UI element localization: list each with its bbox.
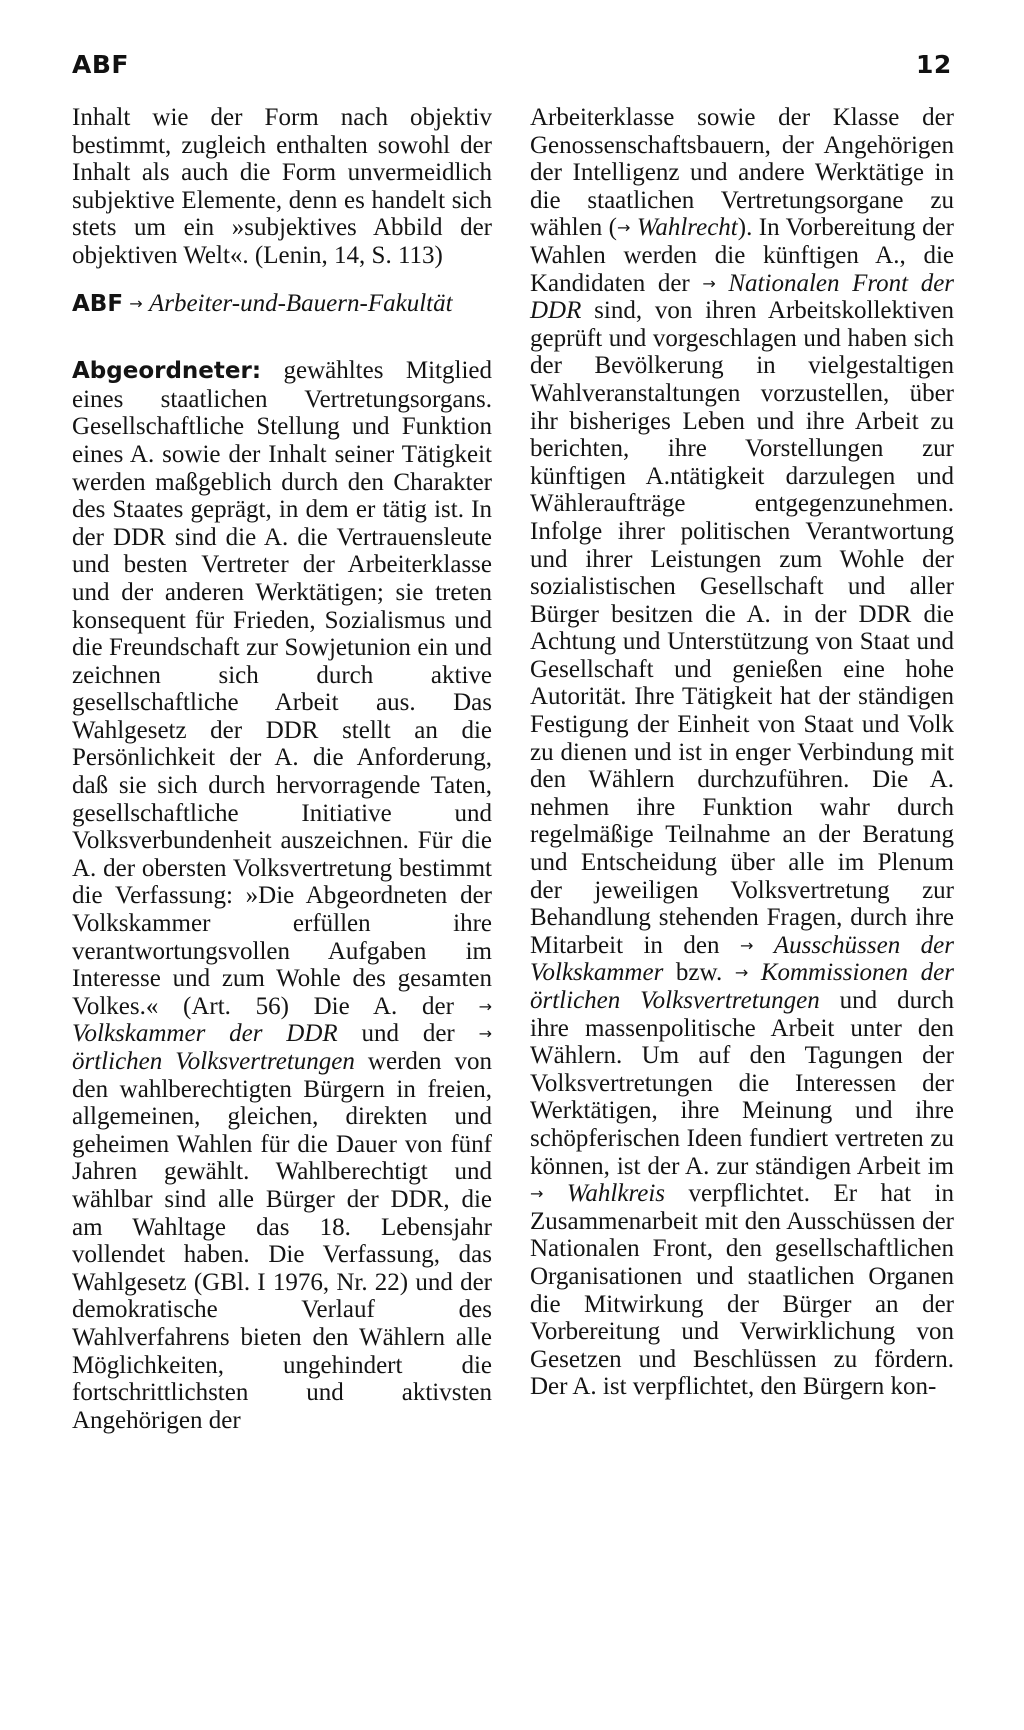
entry-text: bzw. <box>663 959 735 987</box>
left-column <box>72 104 492 1434</box>
cross-reference-arrow-icon: → <box>734 963 749 983</box>
entry-text: und der <box>337 1020 479 1048</box>
cross-reference: Wahlrecht <box>636 214 738 242</box>
cross-reference-arrow-icon: → <box>478 1024 492 1044</box>
continuation-paragraph: Inhalt wie der Form nach objektiv bestimmt, zugleich enthalten sowohl der Inhalt als auch die Form unvermeidlich subjektive Elemente, denn es handelt sich stets um ein »subjektives Abbild der objektiven Welt«. (Lenin, 14, S. 113) <box>72 104 492 269</box>
entry-text: verpflichtet. Er hat in Zusammenarbeit mit den Ausschüssen der Nationalen Front, den gesellschaftlichen Organisationen und staatlichen Organen die Mitwirkung der Bürger an der Vorbereitung und Verwirklichung von Gesetzen und Beschlüssen zu fördern. Der A. ist verpflichtet, den Bürgern kon- <box>530 1180 955 1401</box>
entry-text: Arbeiterklasse sowie der Klasse der Genossenschaftsbauern, der Angehörigen der Intelligenz und andere Werktätige in die staatlichen Vertretungsorgane zu wählen ( <box>530 104 954 242</box>
entry-text: sind, von ihren Arbeitskollektiven geprüft und vorgeschlagen und haben sich der Bevölkerung in vielgestaltigen Wahlveranstaltungen vorzustellen, über ihr bisheriges Leben und ihre Arbeit zu berichten, ihre Vorstellungen zur künftigen A.ntätigkeit darzulegen und Wähleraufträge entgegenzunehmen. Infolge ihrer politischen Verantwortung und ihrer Leistungen zum Wohle der sozialistischen Gesellschaft und aller Bürger besitzen die A. in der DDR die Achtung und Unterstützung von Staat und Gesellschaft und genießen eine hohe Autorität. Ihre Tätigkeit hat der ständigen Festigung der Einheit von Staat und Volk zu dienen und ist in enger Verbindung mit den Wählern durchzuführen. Die A. nehmen ihre Funktion wahr durch regelmäßige Teilnahme an der Beratung und Entscheidung über alle im Plenum der jeweiligen Volksvertretung zur Behandlung stehenden Fragen, durch ihre Mitarbeit in den <box>530 297 954 959</box>
right-column <box>530 104 954 1401</box>
cross-reference-arrow-icon: → <box>702 273 716 293</box>
running-head-term: ABF <box>72 50 129 79</box>
cross-reference-arrow-icon: → <box>478 996 492 1016</box>
cross-reference: Kommissionen der örtlichen Volksvertretungen <box>530 959 954 1014</box>
page-number: 12 <box>916 50 952 79</box>
cross-reference-arrow-icon: → <box>616 218 631 238</box>
entry-text: ). In Vorbereitung der Wahlen werden die künftigen A., die Kandidaten der <box>530 214 955 297</box>
cross-reference: Arbeiter-und-Bauern-Fakultät <box>148 289 453 317</box>
cross-reference: Ausschüssen der Volkskammer <box>530 931 954 987</box>
entry-abf <box>72 290 492 319</box>
cross-reference: Nationalen Front der DDR <box>530 269 955 325</box>
entry-text: werden von den wahlberechtigten Bürgern in freien, allgemeinen, gleichen, direkten und geheimen Wahlen für die Dauer von fünf Jahren gewählt. Wahlberechtigt und wählbar sind alle Bürger der DDR, die am Wahltage das 18. Lebensjahr vollendet haben. Die Verfassung, das Wahlgesetz (GBl. I 1976, Nr. 22) und der demokratische Verlauf des Wahlverfahrens bieten den Wählern alle Möglichkeiten, ungehindert die fortschrittlichsten und aktivsten Angehörigen der <box>72 1048 492 1434</box>
entry-abgeordneter <box>72 357 492 1434</box>
cross-reference: Volkskammer der DDR <box>72 1020 338 1048</box>
entry-continuation <box>530 104 954 1401</box>
entry-term: ABF <box>72 290 124 317</box>
cross-reference-arrow-icon: → <box>530 1184 544 1204</box>
entry-term: Abgeordneter: <box>72 358 262 385</box>
cross-reference-arrow-icon: → <box>739 935 754 955</box>
cross-reference: örtlichen Volksvertretungen <box>72 1048 355 1075</box>
cross-reference: Wahlkreis <box>566 1180 666 1208</box>
entry-text: gewähltes Mitglied eines staatlichen Vertretungsorgans. Gesellschaftliche Stellung und Funktion eines A. sowie der Inhalt seiner Tätigkeit werden maßgeblich durch den Charakter des Staates geprägt, in dem er tätig ist. In der DDR sind die A. die Vertrauensleute und besten Vertreter der Arbeiterklasse und der anderen Werktätigen; sie treten konsequent für Frieden, Sozialismus und die Freundschaft zur Sowjetunion ein und zeichnen sich durch aktive gesellschaftliche Arbeit aus. Das Wahlgesetz der DDR stellt an die Persönlichkeit der A. die Anforderung, daß sie sich durch hervorragende Taten, gesellschaftliche Initiative und Volksverbundenheit auszeichnen. Für die A. der obersten Volksvertretung bestimmt die Verfassung: »Die Abgeordneten der Volkskammer erfüllen ihre verantwortungsvollen Aufgaben im Interesse und zum Wohle des gesamten Volkes.« (Art. 56) Die A. der <box>72 357 492 1020</box>
entry-text: und durch ihre massenpolitische Arbeit unter den Wählern. Um auf den Tagungen der Volksvertretungen die Interessen der Werktätigen, ihre Meinung und ihre schöpferischen Ideen fundiert vertreten zu können, ist der A. zur ständigen Arbeit im <box>530 987 954 1180</box>
cross-reference-arrow-icon: → <box>129 293 143 313</box>
